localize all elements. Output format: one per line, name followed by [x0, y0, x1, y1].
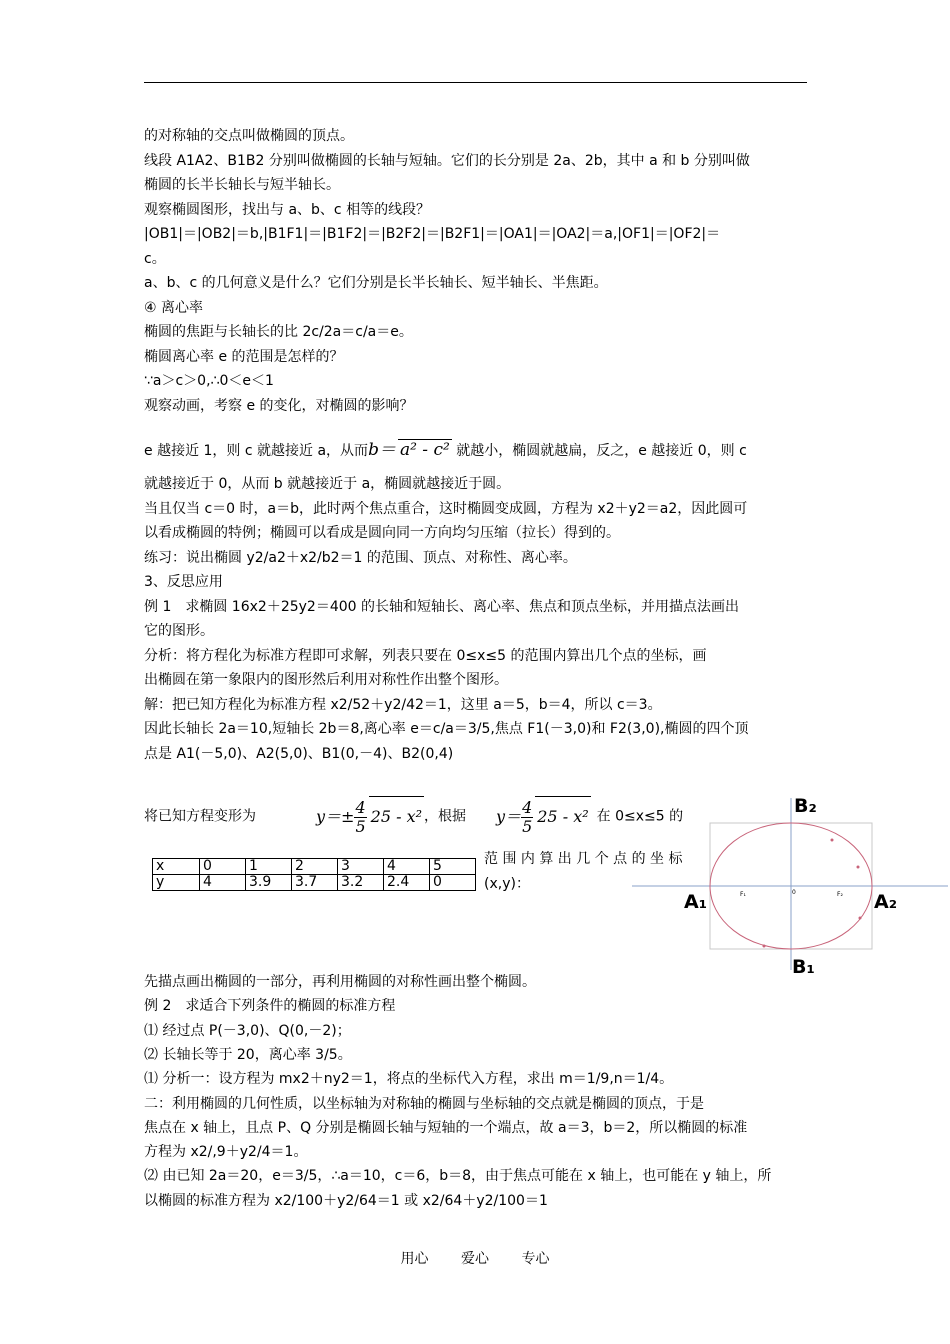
table-cell: 5 [430, 859, 476, 875]
footer-word: 用心 [400, 1251, 429, 1267]
table-cell: 2.4 [384, 875, 430, 891]
text-line: 3、反思应用 [144, 574, 223, 590]
plot-point [859, 917, 862, 920]
eq2-lhs: y＝ [496, 807, 522, 826]
a1-label: A₁ [684, 891, 708, 913]
text-line: 以椭圆的标准方程为 x2/100＋y2/64＝1 或 x2/64＋y2/100＝1 [144, 1192, 548, 1209]
table-cell: 1 [246, 859, 292, 875]
transform-line [144, 796, 683, 836]
table-cell: y [153, 875, 200, 891]
transform-prefix: 将已知方程变形为 [144, 808, 256, 825]
text-line: 例 1 求椭圆 16x2＋25y2＝400 的长轴和短轴长、离心率、焦点和顶点坐标，并用描点法画出 [144, 598, 739, 615]
table-cell: 4 [384, 859, 430, 875]
e-variation-line [144, 439, 747, 461]
eq1-radical: 25 - x² [369, 796, 424, 837]
table-cell: 3 [338, 859, 384, 875]
eq2-numerator: 4 [522, 798, 533, 817]
eq2-fraction [521, 799, 533, 836]
text-line: a、b、c 的几何意义是什么？它们分别是长半长轴长、短半轴长、半焦距。 [144, 275, 608, 291]
plot-point [831, 839, 834, 842]
equation-positive [496, 798, 591, 836]
f1-label: F₁ [740, 891, 746, 898]
text-line: 焦点在 x 轴上，且点 P、Q 分别是椭圆长轴与短轴的一个端点，故 a＝3，b＝2，所以椭圆的标准 [144, 1119, 748, 1136]
transform-mid: ，根据 [424, 808, 467, 825]
table-cell: 0 [200, 859, 246, 875]
e-line-after: 就越小，椭圆就越扁，反之，e 越接近 0，则 c [451, 443, 747, 459]
table-row-y [153, 875, 476, 891]
eq1-lhs: y＝± [316, 807, 355, 826]
transform-suffix: 在 0≤x≤5 的 [596, 808, 684, 825]
text-line: ∵a＞c＞0,∴0＜e＜1 [144, 373, 274, 389]
text-line: ⑴ 经过点 P(－3,0)、Q(0,－2)； [144, 1022, 351, 1039]
text-line: 椭圆的长半长轴长与短半轴长。 [144, 177, 340, 193]
range-text-1: 范 围 内 算 出 几 个 点 的 坐 标 [484, 851, 683, 867]
table-cell: 3.7 [292, 875, 338, 891]
table-row-x [153, 859, 476, 875]
text-line: 它的图形。 [144, 623, 214, 639]
text-line: 椭圆离心率 e 的范围是怎样的？ [144, 348, 344, 365]
range-text-2: (x,y)： [484, 876, 530, 892]
table-cell: 3.9 [246, 875, 292, 891]
text-line: 点是 A1(－5,0)、A2(5,0)、B1(0,－4)、B2(0,4) [144, 745, 454, 762]
plot-point [857, 866, 860, 869]
b2-label: B₂ [794, 795, 817, 817]
a2-label: A₂ [874, 891, 898, 913]
eq1-numerator: 4 [355, 798, 366, 817]
text-line: 例 2 求适合下列条件的椭圆的标准方程 [144, 998, 396, 1015]
b1-label: B₁ [792, 956, 815, 978]
table-cell: 3.2 [338, 875, 384, 891]
b-formula [368, 440, 452, 460]
eq2-denominator: 5 [522, 817, 533, 836]
text-line: |OB1|＝|OB2|＝b,|B1F1|＝|B1F2|＝|B2F2|＝|B2F1|＝|OA1|＝|OA2|＝a,|OF1|＝|OF2|＝ [144, 226, 721, 242]
b-formula-radical: a² - c² [399, 440, 450, 460]
text-line: 以看成椭圆的特例；椭圆可以看成是圆向同一方向均匀压缩（拉长）得到的。 [144, 525, 620, 541]
text-line: 当且仅当 c＝0 时，a＝b，此时两个焦点重合，这时椭圆变成圆，方程为 x2＋y2＝a2，因此圆可 [144, 500, 748, 517]
eq1-fraction [354, 799, 366, 836]
text-line: ⑴ 分析一：设方程为 mx2＋ny2＝1，将点的坐标代入方程，求出 m＝1/9,n＝1/4。 [144, 1071, 674, 1088]
text-line: ④ 离心率 [144, 299, 204, 316]
b-formula-lhs: b＝ [368, 440, 396, 460]
text-line: 先描点画出椭圆的一部分，再利用椭圆的对称性画出整个椭圆。 [144, 974, 536, 990]
text-line: 观察动画，考察 e 的变化，对椭圆的影响？ [144, 397, 414, 414]
origin-label: 0 [792, 889, 796, 896]
text-line: 解：把已知方程化为标准方程 x2/52＋y2/42＝1，这里 a＝5，b＝4，所以 c＝3。 [144, 696, 662, 713]
footer-word: 专心 [521, 1251, 550, 1267]
table-cell: 4 [200, 875, 246, 891]
text-line: 椭圆的焦距与长轴长的比 2c/2a＝c/a＝e。 [144, 324, 413, 340]
eq2-radical: 25 - x² [535, 796, 590, 837]
page-footer [0, 1248, 950, 1268]
text-line: ⑵ 长轴长等于 20，离心率 3/5。 [144, 1046, 352, 1063]
text-line: ⑵ 由已知 2a＝20，e＝3/5，∴a＝10，c＝6，b＝8，由于焦点可能在 x 轴上，也可能在 y 轴上，所 [144, 1168, 772, 1185]
text-line: 方程为 x2/,9＋y2/4＝1。 [144, 1144, 308, 1161]
equation-plus-minus [316, 798, 424, 836]
table-cell: x [153, 859, 200, 875]
text-line: 二：利用椭圆的几何性质，以坐标轴为对称轴的椭圆与坐标轴的交点就是椭圆的顶点，于是 [144, 1095, 704, 1112]
text-line: 因此长轴长 2a＝10,短轴长 2b＝8,离心率 e＝c/a＝3/5,焦点 F1(－3,0)和 F2(3,0),椭圆的四个顶 [144, 721, 749, 737]
table-cell: 2 [292, 859, 338, 875]
text-line: 就越接近于 0，从而 b 就越接近于 a，椭圆就越接近于圆。 [144, 476, 511, 492]
text-line: 观察椭圆图形，找出与 a、b、c 相等的线段？ [144, 201, 431, 218]
text-line: 出椭圆在第一象限内的图形然后利用对称性作出整个图形。 [144, 672, 508, 688]
plot-point [763, 945, 766, 948]
e-line-before: e 越接近 1，则 c 就越接近 a，从而 [144, 443, 369, 459]
ellipse-graph [632, 790, 948, 980]
values-table [152, 858, 476, 891]
header-rule [144, 82, 807, 83]
text-line: 线段 A1A2、B1B2 分别叫做椭圆的长轴与短轴。它们的长分别是 2a、2b，其中 a 和 b 分别叫做 [144, 152, 750, 169]
eq1-denominator: 5 [355, 817, 366, 836]
text-line: 分析：将方程化为标准方程即可求解，列表只要在 0≤x≤5 的范围内算出几个点的坐标，画 [144, 647, 707, 664]
text-line: c。 [144, 250, 166, 267]
f2-label: F₂ [837, 891, 843, 898]
table-cell: 0 [430, 875, 476, 891]
text-line: 的对称轴的交点叫做椭圆的顶点。 [144, 128, 354, 144]
text-line: 练习：说出椭圆 y2/a2＋x2/b2＝1 的范围、顶点、对称性、离心率。 [144, 549, 577, 566]
footer-word: 爱心 [461, 1251, 489, 1267]
